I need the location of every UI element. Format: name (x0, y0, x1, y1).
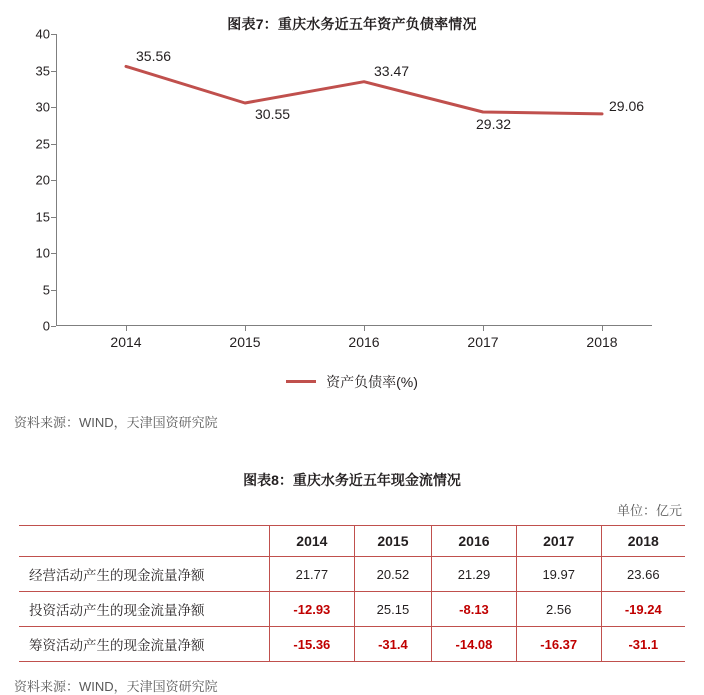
y-tick-label: 5 (42, 282, 50, 297)
cashflow-table (19, 525, 685, 662)
y-tick-label: 30 (35, 99, 50, 115)
table-cell: 2.56 (516, 592, 601, 627)
table-cell: 21.29 (432, 557, 517, 592)
x-tick-label: 2017 (467, 334, 499, 350)
table-cell: -31.4 (354, 627, 431, 662)
chart-title: 图表7：重庆水务近五年资产负债率情况 (227, 16, 477, 32)
point-label: 35.56 (136, 48, 172, 64)
table-header-cell: 2018 (601, 526, 685, 557)
table-cell: 25.15 (354, 592, 431, 627)
legend-label: 资产负债率(%) (326, 374, 418, 390)
table-unit-label: 单位：亿元 (616, 503, 682, 518)
table-header-cell: 2015 (354, 526, 431, 557)
y-tick-label: 10 (35, 245, 50, 261)
x-tick-label: 2018 (586, 334, 618, 350)
row-label: 投资活动产生的现金流量净额 (19, 592, 270, 627)
legend-swatch-asset-liability-ratio (286, 380, 316, 383)
table-cell: -19.24 (601, 592, 685, 627)
table-source-note: 资料来源：WIND，天津国资研究院 (14, 679, 218, 694)
point-label: 29.06 (609, 98, 645, 114)
table-header-cell: 2016 (432, 526, 517, 557)
table-header-cell: 2017 (516, 526, 601, 557)
y-tick-label: 25 (35, 136, 50, 151)
table-cell: -14.08 (432, 627, 517, 662)
plot-area (35, 26, 652, 350)
table-cell: 20.52 (354, 557, 431, 592)
table-cell: 21.77 (270, 557, 355, 592)
x-tick-label: 2015 (229, 334, 261, 350)
x-tick-label: 2014 (110, 334, 142, 350)
table-cell: 19.97 (516, 557, 601, 592)
row-label: 筹资活动产生的现金流量净额 (19, 627, 270, 662)
table-header-row (19, 526, 685, 557)
table-cell: -16.37 (516, 627, 601, 662)
table-row (19, 557, 685, 592)
y-tick-label: 40 (35, 26, 50, 42)
table-row (19, 627, 685, 662)
table-cell: -31.1 (601, 627, 685, 662)
point-label: 33.47 (374, 63, 410, 79)
y-tick-label: 0 (42, 318, 50, 334)
cashflow-table-block (0, 462, 704, 695)
table-cell: -15.36 (270, 627, 355, 662)
point-label: 30.55 (255, 106, 291, 122)
y-tick-label: 35 (35, 63, 50, 78)
point-label: 29.32 (476, 116, 512, 132)
y-tick-label: 20 (35, 172, 50, 188)
chart-source-note: 资料来源：WIND，天津国资研究院 (14, 415, 218, 430)
table-cell: -8.13 (432, 592, 517, 627)
chart-legend (0, 372, 704, 392)
y-tick-label: 15 (35, 209, 50, 224)
table-header-cell: 2014 (270, 526, 355, 557)
table-title: 图表8：重庆水务近五年现金流情况 (243, 472, 461, 488)
table-header-cell (19, 526, 270, 557)
table-row (19, 592, 685, 627)
table-cell: -12.93 (270, 592, 355, 627)
series-line-asset-liability-ratio (56, 34, 652, 326)
table-cell: 23.66 (601, 557, 685, 592)
row-label: 经营活动产生的现金流量净额 (19, 557, 270, 592)
x-tick-label: 2016 (348, 334, 380, 350)
